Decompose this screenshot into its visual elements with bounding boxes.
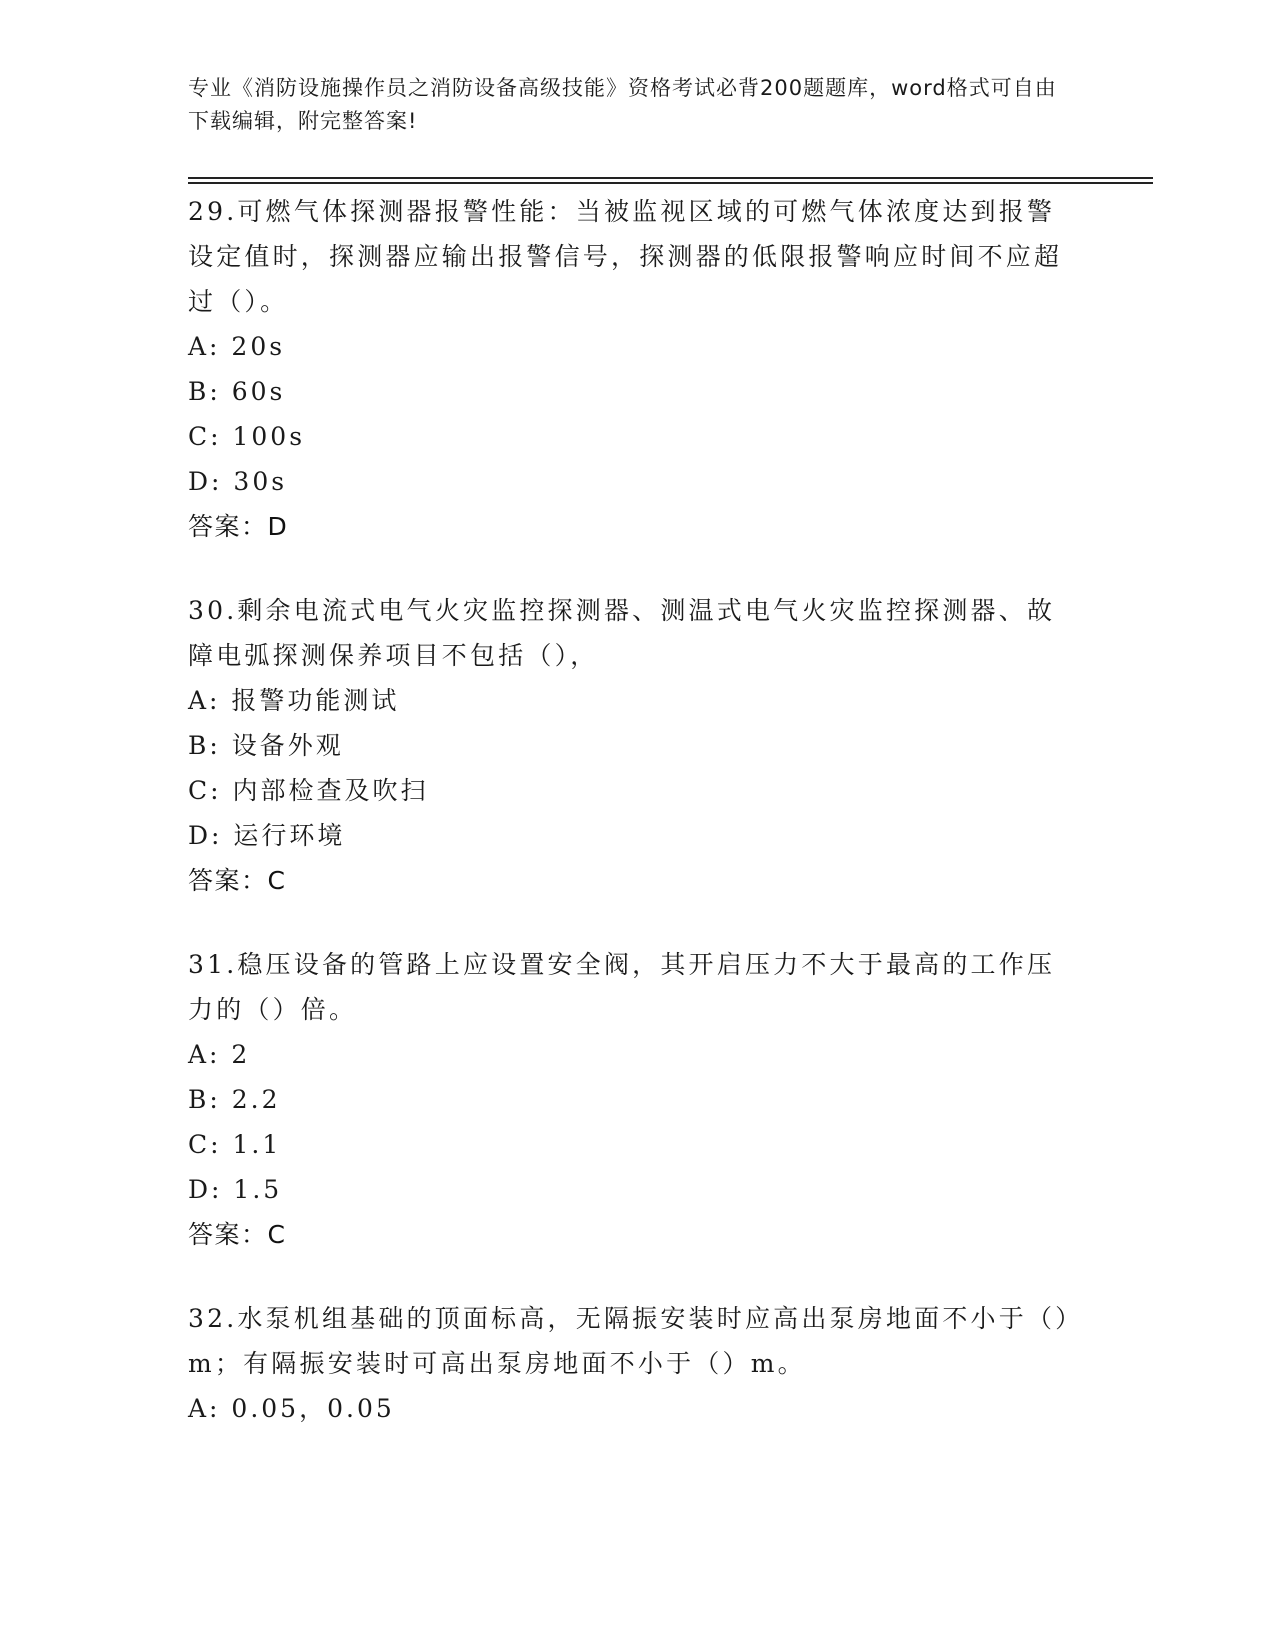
option-d: D: 1.5 xyxy=(188,1175,283,1204)
option-d: D: 30s xyxy=(188,467,288,496)
question-30 xyxy=(188,588,1078,903)
option-a: A: 2 xyxy=(188,1040,251,1069)
document-intro: 专业《消防设施操作员之消防设备高级技能》资格考试必背200题题库，word格式可自由下载编辑，附完整答案! xyxy=(188,76,1057,133)
option-c: C: 100s xyxy=(188,422,306,451)
answer-line: 答案：C xyxy=(188,1220,287,1249)
header-divider-top xyxy=(188,177,1153,179)
question-29 xyxy=(188,189,1078,549)
option-a: A: 20s xyxy=(188,332,286,361)
question-stem: 32.水泵机组基础的顶面标高，无隔振安装时应高出泵房地面不小于（）m；有隔振安装时可高出泵房地面不小于（）m。 xyxy=(188,1304,1071,1378)
option-a: A: 0.05，0.05 xyxy=(188,1394,395,1423)
option-d: D: 运行环境 xyxy=(188,821,346,850)
answer-line: 答案：D xyxy=(188,512,289,541)
question-32 xyxy=(188,1296,1078,1431)
question-stem: 30.剩余电流式电气火灾监控探测器、测温式电气火灾监控探测器、故障电弧探测保养项目不包括（）， xyxy=(188,596,1056,670)
question-list xyxy=(188,189,1078,1470)
answer-line: 答案：C xyxy=(188,866,287,895)
option-b: B: 2.2 xyxy=(188,1085,281,1114)
option-c: C: 1.1 xyxy=(188,1130,282,1159)
header-divider-bottom xyxy=(188,182,1153,184)
option-b: B: 60s xyxy=(188,377,286,406)
question-31 xyxy=(188,942,1078,1257)
question-stem: 29.可燃气体探测器报警性能：当被监视区域的可燃气体浓度达到报警设定值时，探测器应输出报警信号，探测器的低限报警响应时间不应超过（）。 xyxy=(188,197,1063,316)
option-a: A: 报警功能测试 xyxy=(188,686,400,715)
question-stem: 31.稳压设备的管路上应设置安全阀，其开启压力不大于最高的工作压力的（）倍。 xyxy=(188,950,1056,1024)
option-c: C: 内部检查及吹扫 xyxy=(188,776,429,805)
option-b: B: 设备外观 xyxy=(188,731,344,760)
